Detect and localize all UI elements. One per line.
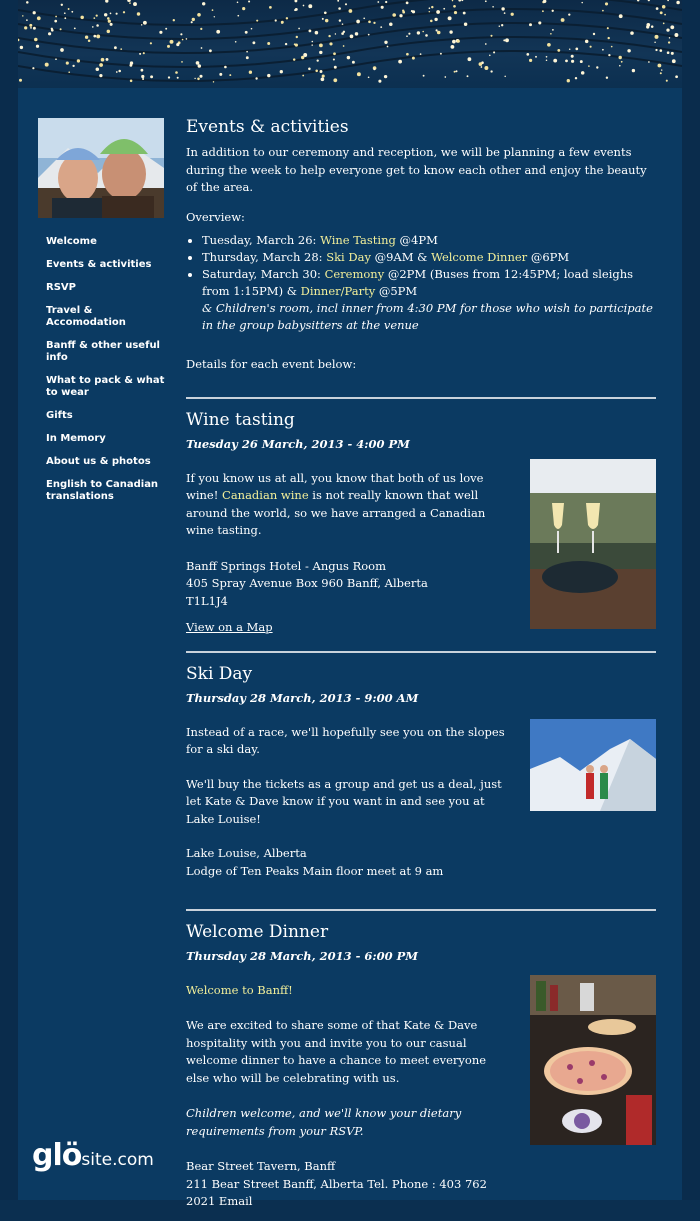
overview-text: @2PM (Buses from 12:45PM; load sleighs from 1:15PM) & [202, 267, 634, 298]
banner-string-lights [18, 0, 682, 90]
canadian-wine-link[interactable]: Canadian wine [222, 488, 309, 502]
address-line: Banff Springs Hotel - Angus Room [186, 558, 386, 573]
wine-photo [530, 459, 656, 629]
welcome-to-banff-link[interactable]: Welcome to Banff! [186, 982, 293, 997]
overview-list [186, 232, 656, 334]
ski-paragraph: We'll buy the tickets as a group and get us a deal, just let Kate & Dave know if you want in and see you at Lake Louise! [186, 776, 502, 826]
address-line: T1L1J4 [186, 593, 228, 608]
event-text [186, 724, 512, 881]
glosite-logo[interactable] [32, 1138, 154, 1173]
event-date: Thursday 28 March, 2013 - 9:00 AM [186, 690, 419, 705]
pizza-photo [530, 975, 656, 1145]
details-label: Details for each event below: [186, 357, 357, 371]
overview-text: Thursday, March 28: [202, 250, 327, 264]
event-welcome-dinner [186, 911, 656, 1221]
address-line: Lodge of Ten Peaks Main floor meet at 9 am [186, 863, 444, 878]
sidebar [38, 118, 166, 514]
event-text [186, 982, 512, 1211]
overview-text: @5PM [375, 284, 418, 298]
overview-item [202, 232, 656, 249]
event-date: Tuesday 26 March, 2013 - 4:00 PM [186, 436, 410, 451]
nav-item-gifts[interactable]: Gifts [46, 410, 73, 421]
wine-text: If you know us at all, you know that both of us love wine! [186, 470, 484, 502]
string-lights-icon [18, 0, 682, 90]
childrens-room-note: & Children's room, incl inner from 4:30 PM for those who wish to participate in the group babysitters at the venue [202, 301, 653, 332]
nav-item-rsvp[interactable]: RSVP [46, 282, 76, 293]
logo-brand: glö [32, 1138, 82, 1173]
wine-paragraph [186, 470, 512, 540]
content-panel [18, 88, 682, 1208]
page-title: Events & activities [186, 117, 349, 137]
nav-item-about-us[interactable]: About us & photos [46, 456, 151, 467]
address-line: 405 Spray Avenue Box 960 Banff, Alberta [186, 576, 428, 590]
wine-text: is not really known that well around the world, so we have arranged a Canadian wine tasting. [186, 488, 486, 537]
overview-text: Saturday, March 30: [202, 267, 325, 281]
nav-item-travel[interactable]: Travel & Accomodation [46, 305, 126, 328]
overview-text: @6PM [527, 250, 570, 264]
event-wine-tasting [186, 399, 656, 651]
sidebar-nav [38, 236, 166, 503]
event-title: Ski Day [186, 663, 253, 684]
overview-text: @9AM & [370, 250, 432, 264]
dinner-children-note: Children welcome, and we'll know your dietary requirements from your RSVP. [186, 1106, 462, 1138]
view-on-map-link[interactable]: View on a Map [186, 620, 273, 634]
overview-text: @4PM [395, 233, 438, 247]
main-content [186, 116, 656, 1221]
nav-item-in-memory[interactable]: In Memory [46, 433, 106, 444]
logo-suffix: site.com [81, 1150, 154, 1170]
intro-text: In addition to our ceremony and reception, we will be planning a few events during the week to help everyone get to know each other and enjoy the beauty of the area. [186, 145, 647, 194]
address-line: 211 Bear Street Banff, Alberta Tel. Phone : 403 762 2021 Email [186, 1176, 487, 1208]
nav-item-welcome[interactable]: Welcome [46, 236, 97, 247]
address-line: Lake Louise, Alberta [186, 846, 307, 860]
event-date: Thursday 28 March, 2013 - 6:00 PM [186, 948, 419, 963]
nav-item-translations[interactable]: English to Canadian translations [46, 479, 159, 502]
ceremony-link[interactable]: Ceremony [324, 267, 385, 281]
event-text [186, 470, 512, 637]
dinner-party-link[interactable]: Dinner/Party [300, 284, 376, 298]
overview-text: Tuesday, March 26: [202, 233, 321, 247]
ski-day-link[interactable]: Ski Day [326, 250, 371, 264]
nav-item-what-to-pack[interactable]: What to pack & what to wear [46, 375, 165, 398]
dinner-paragraph: We are excited to share some of that Kate & Dave hospitality with you and invite you to our casual welcome dinner to have a chance to meet everyone else who will be celebrating with us. [186, 1018, 487, 1085]
wine-tasting-link[interactable]: Wine Tasting [320, 233, 396, 247]
couple-photo [38, 118, 164, 218]
ski-paragraph: Instead of a race, we'll hopefully see you on the slopes for a ski day. [186, 724, 505, 756]
event-title: Wine tasting [186, 409, 295, 430]
nav-item-events[interactable]: Events & activities [46, 259, 152, 270]
welcome-dinner-link[interactable]: Welcome Dinner [431, 250, 528, 264]
event-title: Welcome Dinner [186, 921, 329, 942]
ski-photo [530, 719, 656, 811]
overview-label: Overview: [186, 209, 245, 224]
overview-item [202, 266, 656, 334]
address-line: Bear Street Tavern, Banff [186, 1159, 336, 1173]
overview-item [202, 249, 656, 266]
nav-item-banff-info[interactable]: Banff & other useful info [46, 340, 160, 363]
event-ski-day [186, 653, 656, 909]
